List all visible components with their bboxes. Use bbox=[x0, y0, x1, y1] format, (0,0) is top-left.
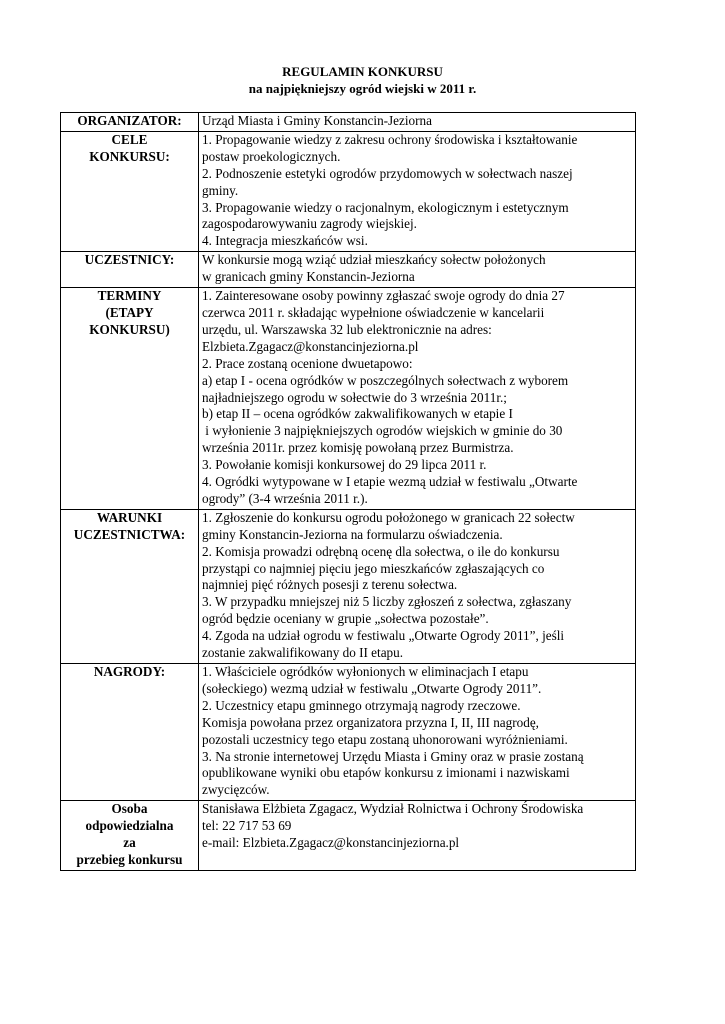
content-line: b) etap II – ocena ogródków zakwalifikowanych w etapie I bbox=[202, 406, 513, 422]
row-uczestnicy bbox=[61, 252, 636, 288]
content-line: 4. Zgoda na udział ogrodu w festiwalu „Otwarte Ogrody 2011”, jeśli bbox=[202, 628, 565, 644]
content-line: i wyłonienie 3 najpiękniejszych ogrodów wiejskich w gminie do 30 bbox=[202, 423, 563, 439]
row-osoba bbox=[61, 801, 636, 871]
content-line: 1. Zainteresowane osoby powinny zgłaszać swoje ogrody do dnia 27 bbox=[202, 288, 565, 304]
label-nagrody bbox=[61, 664, 199, 801]
row-terminy bbox=[61, 288, 636, 510]
content-line: 1. Zgłoszenie do konkursu ogrodu położonego w granicach 22 sołectw bbox=[202, 509, 575, 525]
content-line: 2. Komisja prowadzi odrębną ocenę dla sołectwa, o ile do konkursu bbox=[202, 543, 560, 559]
content-line: 1. Właściciele ogródków wyłonionych w eliminacjach I etapu bbox=[202, 664, 529, 679]
content-line: najładniejszego ogrodu w sołectwie do 3 września 2011r.; bbox=[202, 389, 507, 405]
label-warunki bbox=[61, 509, 199, 663]
label-terminy bbox=[61, 288, 199, 510]
content-line: tel: 22 717 53 69 bbox=[202, 818, 292, 834]
content-line: 4. Integracja mieszkańców wsi. bbox=[202, 233, 368, 249]
content-line: zagospodarowywaniu zagrody wiejskiej. bbox=[202, 216, 417, 232]
content-line: pozostali uczestnicy tego etapu zostaną uhonorowani wyróżnieniami. bbox=[202, 731, 568, 747]
content-line: gminy Konstancin-Jeziorna na formularzu oświadczenia. bbox=[202, 526, 503, 542]
content-line: 2. Prace zostaną ocenione dwuetapowo: bbox=[202, 355, 413, 371]
content-line: opublikowane wyniki obu etapów konkursu z imionami i nazwiskami bbox=[202, 765, 570, 781]
content-warunki bbox=[199, 509, 636, 663]
content-line: ogród będzie oceniany w grupie „sołectwa pozostałe”. bbox=[202, 611, 489, 627]
label-line: ORGANIZATOR: bbox=[77, 113, 182, 128]
content-line: zostanie zakwalifikowany do II etapu. bbox=[202, 645, 404, 661]
content-line: 3. W przypadku mniejszej niż 5 liczby zgłoszeń z sołectwa, zgłaszany bbox=[202, 594, 572, 610]
row-nagrody bbox=[61, 664, 636, 801]
label-osoba bbox=[61, 801, 199, 871]
content-line: przystąpi co najmniej pięciu jego mieszkańców zgłaszających co bbox=[202, 560, 545, 576]
content-line: ogrody” (3-4 września 2011 r.). bbox=[202, 490, 368, 506]
content-line: w granicach gminy Konstancin-Jeziorna bbox=[202, 269, 415, 285]
content-line: września 2011r. przez komisję powołaną przez Burmistrza. bbox=[202, 440, 514, 456]
content-line: zwycięzców. bbox=[202, 782, 270, 798]
content-line: czerwca 2011 r. składając wypełnione oświadczenie w kancelarii bbox=[202, 304, 545, 320]
label-organizator bbox=[61, 113, 199, 132]
document-subtitle: na najpiękniejszy ogród wiejski w 2011 r. bbox=[248, 81, 477, 96]
label-line: CELE bbox=[111, 131, 148, 147]
content-terminy bbox=[199, 288, 636, 510]
content-line: urzędu, ul. Warszawska 32 lub elektronicznie na adres: bbox=[202, 321, 492, 337]
document-header bbox=[0, 63, 725, 97]
label-cele bbox=[61, 131, 199, 251]
content-line: 3. Powołanie komisji konkursowej do 29 lipca 2011 r. bbox=[202, 457, 487, 473]
content-line: 2. Podnoszenie estetyki ogrodów przydomowych w sołectwach naszej bbox=[202, 165, 573, 181]
label-line: UCZESTNICY: bbox=[84, 252, 175, 268]
row-cele bbox=[61, 131, 636, 251]
content-line: najmniej pięć różnych posesji z terenu sołectwa. bbox=[202, 577, 458, 593]
content-line: postaw proekologicznych. bbox=[202, 148, 341, 164]
document-title: REGULAMIN KONKURSU bbox=[282, 64, 443, 79]
label-line: przebieg konkursu bbox=[76, 851, 183, 867]
content-line: gminy. bbox=[202, 182, 239, 198]
content-uczestnicy bbox=[199, 252, 636, 288]
label-line: za bbox=[123, 835, 136, 851]
content-line: 2. Uczestnicy etapu gminnego otrzymają nagrody rzeczowe. bbox=[202, 697, 521, 713]
label-line: odpowiedzialna bbox=[85, 818, 174, 834]
rules-table bbox=[60, 112, 636, 871]
content-line: a) etap I - ocena ogródków w poszczególnych sołectwach z wyborem bbox=[202, 372, 569, 388]
content-line: Komisja powołana przez organizatora przyzna I, II, III nagrodę, bbox=[202, 714, 539, 730]
label-line: UCZESTNICTWA: bbox=[73, 526, 186, 542]
row-organizator bbox=[61, 113, 636, 132]
row-warunki bbox=[61, 509, 636, 663]
label-line: KONKURSU: bbox=[89, 148, 170, 164]
content-osoba bbox=[199, 801, 636, 871]
content-line: W konkursie mogą wziąć udział mieszkańcy sołectw położonych bbox=[202, 252, 546, 268]
content-line: 4. Ogródki wytypowane w I etapie wezmą udział w festiwalu „Otwarte bbox=[202, 474, 578, 490]
contact-email-link[interactable]: Elzbieta.Zgagacz@konstancinjeziorna.pl bbox=[202, 338, 419, 354]
label-line: (ETAPY bbox=[105, 304, 154, 320]
content-line: 3. Propagowanie wiedzy o racjonalnym, ekologicznym i estetycznym bbox=[202, 199, 569, 215]
label-line: Osoba bbox=[111, 801, 148, 817]
label-line: NAGRODY: bbox=[93, 664, 166, 679]
contact-email-link[interactable]: e-mail: Elzbieta.Zgagacz@konstancinjeziorna.pl bbox=[202, 835, 460, 851]
label-line: KONKURSU) bbox=[89, 321, 170, 337]
label-uczestnicy bbox=[61, 252, 199, 288]
label-line: TERMINY bbox=[97, 288, 162, 304]
content-line: 3. Na stronie internetowej Urzędu Miasta i Gminy oraz w prasie zostaną bbox=[202, 748, 584, 764]
content-nagrody bbox=[199, 664, 636, 801]
content-cele bbox=[199, 131, 636, 251]
content-organizator bbox=[199, 113, 636, 132]
content-line: Urząd Miasta i Gminy Konstancin-Jeziorna bbox=[202, 113, 432, 128]
content-line: Stanisława Elżbieta Zgagacz, Wydział Rolnictwa i Ochrony Środowiska bbox=[202, 801, 584, 817]
content-line: 1. Propagowanie wiedzy z zakresu ochrony środowiska i kształtowanie bbox=[202, 131, 578, 147]
content-line: (sołeckiego) wezmą udział w festiwalu „Otwarte Ogrody 2011”. bbox=[202, 680, 542, 696]
label-line: WARUNKI bbox=[96, 509, 163, 525]
